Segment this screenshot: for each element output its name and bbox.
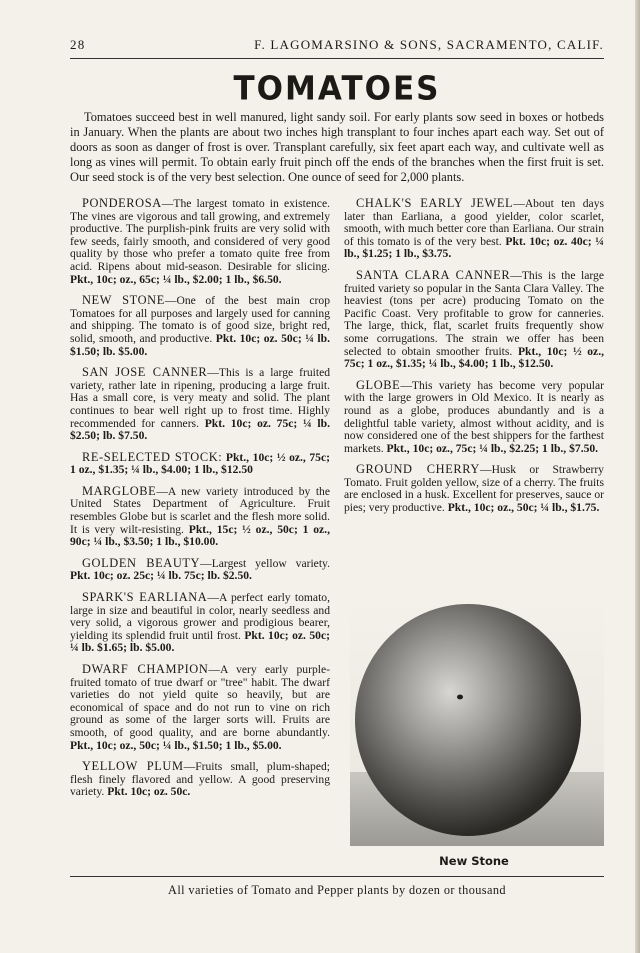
variety-price: Pkt. 10c; oz. 50c.: [107, 785, 191, 799]
variety-price: Pkt. 10c; oz. 25c; ¼ lb. 75c; lb. $2.50.: [70, 569, 252, 583]
variety-entry: [70, 485, 330, 549]
intro-paragraph: [70, 110, 604, 185]
variety-description: —A perfect early tomato, large in size and beautiful in color, nearly seedless and very solid, a vigorous grower and prodigious bearer, yielding its splendid fruit until frost.: [70, 591, 330, 642]
page-edge: [635, 0, 640, 953]
variety-entry: [70, 663, 330, 752]
variety-name: CHALK'S EARLY JEWEL: [356, 196, 514, 210]
variety-price: Pkt., 10c; ½ oz., 75c; 1 oz., $1.35; ¼ lb., $4.00; 1 lb., $12.50.: [344, 344, 605, 371]
variety-price: Pkt., 15c; ½ oz., 50c; 1 oz., 90c; ¼ lb., $3.50; 1 lb., $10.00.: [70, 522, 330, 549]
variety-description: —Fruits small, plum-shaped; flesh finely flavored and yellow. A good preserving variety.: [70, 760, 330, 799]
variety-name: SAN JOSE CANNER: [82, 365, 208, 380]
new-stone-tomato-photo: [350, 594, 604, 846]
variety-description: —About ten days later than Earliana, a good yielder, color scarlet, smooth, with much better core than Earliana. Our strain of this tomato is of the very best.: [344, 197, 605, 248]
page-footer: All varieties of Tomato and Pepper plants by dozen or thousand: [168, 883, 506, 897]
variety-description: —This variety has become very popular with the large growers in Old Mexico. It is nearly as round as a globe, produces abundantly and is a delightful table variety, almost without acidity, and is now considered one of the best shippers for the farthest markets.: [344, 378, 604, 455]
variety-description: —Husk or Strawberry Tomato. Fruit golden yellow, size of a cherry. The fruits are enclosed in a husk. Excellent for preserves, sauce or pies; very productive.: [344, 463, 604, 515]
variety-price: Pkt., 10c; oz., 75c; ¼ lb., $2.25; 1 lb., $7.50.: [386, 441, 599, 455]
variety-entry: [70, 557, 330, 583]
variety-description: —This is the large fruited variety so popular in the Santa Clara Valley. The heaviest (tons per acre) producing Tomato on the Pacific Coast. Very profitable to grow for canneries. The large, thick, flat, scarlet fruits frequently show some corrugations. The strain we offer has been selected to obtain smoother fruits.: [344, 268, 604, 358]
variety-name: GROUND CHERRY: [356, 462, 480, 477]
variety-description: —This is a large fruited variety, rather late in ripening, producing a large fruit. Has a small core, is very meaty and solid. The plant continues to bear well right up to frost time. Highly recommended for canners.: [70, 366, 331, 430]
variety-price: Pkt., 10c; oz., 65c; ¼ lb., $2.00; 1 lb., $6.50.: [70, 272, 282, 286]
variety-price: Pkt. 10c; oz. 50c; ¼ lb. $1.65; lb. $5.00.: [70, 628, 330, 655]
page-header: [70, 37, 604, 57]
variety-name: SPARK'S EARLIANA: [82, 590, 208, 605]
variety-name: NEW STONE: [82, 293, 165, 308]
variety-description: —A very early purple-fruited tomato of true dwarf or "tree" habit. The dwarf varieties do not yield quite so heavily, but are economical of space and do not run to vine on rich ground as some of the larger sorts will. Fruits are smooth, of good quality, and are borne abundantly.: [70, 663, 330, 739]
variety-name: RE-SELECTED STOCK:: [82, 449, 223, 464]
variety-description: —The largest tomato in existence. The vines are vigorous and tall growing, and extremely productive. The purplish-pink fruits are very solid with few seeds, fairly smooth, and considered of very good quality by those who prefer a tomato quite free from acid. Ripens about mid-season. Desirable for slicing.: [70, 197, 330, 273]
variety-description: —A new variety introduced by the United States Department of Agriculture. Fruit resembles Globe but is scarlet and the flesh more solid. It is very wilt-resisting.: [70, 484, 330, 536]
firm-name: F. LAGOMARSINO & SONS, SACRAMENTO, CALIF.: [254, 37, 604, 52]
page-number: 28: [70, 37, 86, 52]
variety-entry: [70, 366, 330, 443]
variety-price: Pkt. 10c; oz. 50c; ¼ lb. $1.50; lb. $5.00.: [70, 331, 330, 358]
variety-name: YELLOW PLUM: [82, 759, 184, 774]
variety-entry: [70, 294, 330, 358]
right-column: [344, 197, 604, 523]
variety-price: Pkt., 10c; ½ oz., 75c; 1 oz., $1.35; ¼ lb., $4.00; 1 lb., $12.50: [70, 450, 330, 477]
photo-caption: New Stone: [439, 854, 509, 868]
variety-entry: [344, 379, 604, 456]
variety-entry: [70, 451, 330, 477]
variety-price: Pkt., 10c; oz., 50c; ¼ lb., $1.50; 1 lb., $5.00.: [70, 738, 282, 752]
variety-entry: [344, 197, 604, 261]
left-column: [70, 197, 330, 807]
intro-text: Tomatoes succeed best in well manured, light sandy soil. For early plants sow seed in boxes or hotbeds in January. When the plants are about two inches high transplant to four inches apart each way. Set out of doors as soon as danger of frost is over. Transplant carefully, six feet apart each way, and cultivate well as long as vines will permit. To obtain early fruit pinch off the ends of the branches when the first fruit is set. Our seed stock is of the very best selection. One ounce of seed for 2,000 plants.: [70, 110, 604, 185]
variety-entry: [344, 269, 604, 371]
variety-entry: [70, 591, 330, 655]
variety-name: GLOBE: [356, 377, 401, 392]
variety-price: Pkt. 10c; oz. 40c; ¼ lb., $1.25; 1 lb., $3.75.: [344, 234, 604, 261]
variety-name: MARGLOBE: [82, 483, 157, 498]
variety-name: DWARF CHAMPION: [82, 662, 209, 676]
variety-price: Pkt. 10c; oz. 75c; ¼ lb. $2.50; lb. $7.50.: [70, 416, 330, 443]
variety-name: GOLDEN BEAUTY: [82, 555, 201, 570]
variety-description: —Largest yellow variety.: [200, 556, 330, 570]
variety-name: SANTA CLARA CANNER: [356, 267, 511, 282]
variety-entry: [70, 760, 330, 799]
page-title: TOMATOES: [233, 70, 441, 108]
header-rule: [70, 58, 604, 59]
footer-rule: [70, 876, 604, 877]
variety-entry: [344, 463, 604, 514]
variety-description: —One of the best main crop Tomatoes for all purposes and largely used for canning and shipping. The tomato is of good size, bright red, solid, smooth, and productive.: [70, 294, 330, 345]
variety-entry: [70, 197, 330, 286]
variety-name: PONDEROSA: [82, 196, 162, 210]
variety-price: Pkt., 10c; oz., 50c; ¼ lb., $1.75.: [447, 501, 600, 515]
